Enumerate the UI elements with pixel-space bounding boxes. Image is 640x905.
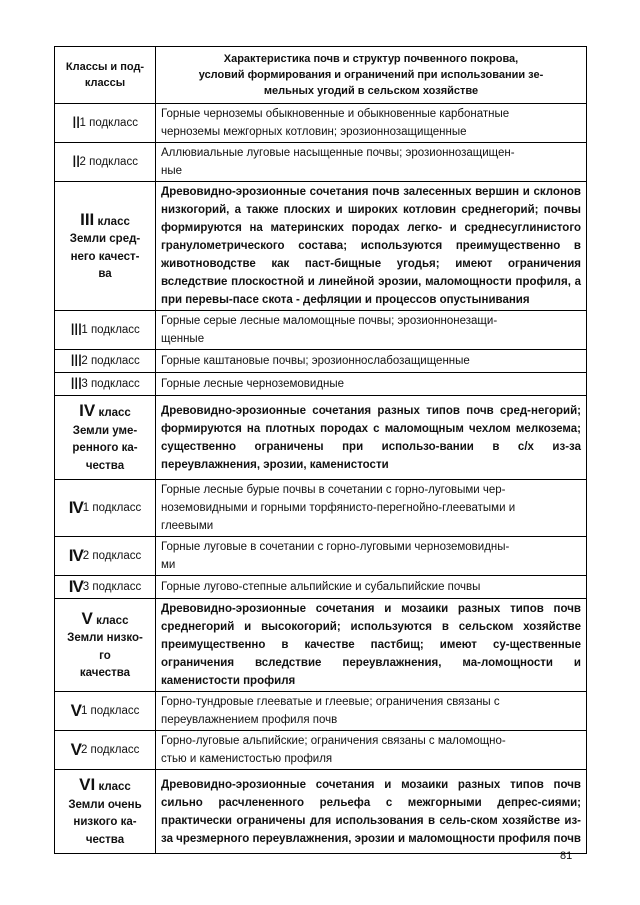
page-number: 81: [560, 850, 573, 862]
row-description: Горные лугово-степные альпийские и субальпийские почвы: [156, 576, 587, 599]
table-row: [55, 692, 587, 731]
header-characteristics: Характеристика почв и структур почвенного покрова, условий формирования и ограничений при использовании зе- мельных угодий в сельском хозяйстве: [156, 47, 587, 104]
subclass-cell: [55, 104, 156, 143]
table-row: [55, 480, 587, 537]
class-cell: [55, 396, 156, 480]
subclass-roman-numeral: III: [70, 374, 82, 393]
table-row: [55, 373, 587, 396]
subclass-cell: [55, 576, 156, 599]
class-name: Земли уме- ренного ка- чества: [72, 424, 138, 472]
subclass-cell: [55, 143, 156, 182]
row-description: Горно-тундровые глееватые и глеевые; ограничения связаны с переувлажнением профиля почв: [156, 692, 587, 731]
row-description: Горные серые лесные маломощные почвы; эрозионнонезащи- щенные: [156, 311, 587, 350]
subclass-label: 2 подкласс: [79, 156, 138, 168]
soil-class-table-container: [54, 46, 586, 854]
row-description: Древовидно-эрозионные сочетания и мозаики разных типов почв среднегорий и высокогорий; используются в сельском хозяйстве преимущественно в качестве пастбищ; имеют су-щественные ограничения вследствие переувлажнения, ма-ломощности и каменистости профиля: [156, 599, 587, 692]
table-row: [55, 396, 587, 480]
class-roman-numeral: V: [81, 608, 93, 628]
subclass-cell: [55, 373, 156, 396]
row-description: Древовидно-эрозионные сочетания и мозаики разных типов почв сильно расчлененного рельефа с межгорными депрес-сиями; практически ограничены для использования в сель-ском хозяйстве из-за чрезмерного переувлажнения, эрозии и маломощности профиля почв: [156, 770, 587, 854]
table-row: [55, 599, 587, 692]
subclass-cell: [55, 537, 156, 576]
table-row: [55, 731, 587, 770]
subclass-cell: [55, 311, 156, 350]
class-cell: [55, 770, 156, 854]
class-roman-numeral: VI: [79, 775, 96, 794]
subclass-roman-numeral: III: [70, 320, 82, 339]
class-name: Земли сред- него качест- ва: [69, 233, 141, 280]
subclass-roman-numeral: IV: [68, 546, 83, 565]
subclass-label: 2 подкласс: [82, 550, 142, 562]
class-cell: [55, 599, 156, 692]
row-description: Горные черноземы обыкновенные и обыкновенные карбонатные черноземы межгорных котловин; эрозионнозащищенные: [156, 104, 587, 143]
class-word: класс: [98, 781, 131, 793]
subclass-cell: [55, 350, 156, 373]
row-description: Горные каштановые почвы; эрозионнослабозащищенные: [156, 350, 587, 373]
subclass-label: 2 подкласс: [81, 355, 140, 367]
table-row: [55, 350, 587, 373]
subclass-cell: [55, 731, 156, 770]
subclass-roman-numeral: IV: [68, 577, 83, 596]
subclass-label: 1 подкласс: [80, 705, 140, 717]
subclass-roman-numeral: IV: [68, 498, 83, 517]
class-cell: [55, 182, 156, 311]
subclass-roman-numeral: II: [72, 113, 80, 132]
subclass-cell: [55, 692, 156, 731]
table-row: [55, 537, 587, 576]
subclass-cell: [55, 480, 156, 537]
row-description: Горные луговые в сочетании с горно-луговыми черноземовидны- ми: [156, 537, 587, 576]
table-row: [55, 104, 587, 143]
class-name: Земли очень низкого ка- чества: [68, 798, 142, 846]
header-classes: Классы и под- классы: [55, 47, 156, 104]
table-row: [55, 143, 587, 182]
subclass-label: 3 подкласс: [81, 378, 140, 390]
class-word: класс: [96, 614, 129, 627]
subclass-roman-numeral: II: [72, 152, 80, 171]
row-description: Древовидно-эрозионные сочетания разных типов почв сред-негорий; формируются на плотных породах с маломощным чехлом мелкозема; существенно ограничены при использо-вании в с/х из-за переувлажнения, эрозии, каменистости: [156, 396, 587, 480]
class-roman-numeral: III: [80, 209, 95, 229]
table-header-row: [55, 47, 587, 104]
subclass-label: 1 подкласс: [79, 117, 138, 129]
row-description: Горные лесные черноземовидные: [156, 373, 587, 396]
table-body: [55, 104, 587, 854]
subclass-roman-numeral: III: [70, 351, 82, 370]
class-word: класс: [98, 407, 131, 419]
class-word: класс: [97, 215, 130, 228]
soil-class-table: [54, 46, 587, 854]
row-description: Древовидно-эрозионные сочетания почв залесенных вершин и склонов низкогорий, а также плоских и широких котловин среднегорий; почвы формируются на материнских породах легко- и среднесуглинистого гранулометрического состава; используются преимущественно в животноводстве как паст-бищные угодья; имеют ограничения вследствие плоскостной и линейной эрозии, маломощности профиля, а при перевы-пасе скота - дефляции и процессов опустынивания: [156, 182, 587, 311]
table-row: [55, 576, 587, 599]
subclass-roman-numeral: V: [70, 701, 81, 720]
table-row: [55, 770, 587, 854]
row-description: Аллювиальные луговые насыщенные почвы; эрозионнозащищен- ные: [156, 143, 587, 182]
table-row: [55, 311, 587, 350]
subclass-roman-numeral: V: [70, 740, 81, 759]
class-roman-numeral: IV: [79, 401, 96, 420]
subclass-label: 3 подкласс: [82, 581, 142, 593]
row-description: Горно-луговые альпийские; ограничения связаны с маломощно- стью и каменистостью профиля: [156, 731, 587, 770]
class-name: Земли низко- го качества: [67, 632, 143, 679]
row-description: Горные лесные бурые почвы в сочетании с горно-луговыми чер- ноземовидными и горными торфянисто-перегнойно-глееватыми и глеевыми: [156, 480, 587, 537]
table-row: [55, 182, 587, 311]
subclass-label: 1 подкласс: [82, 502, 142, 514]
subclass-label: 1 подкласс: [81, 324, 140, 336]
subclass-label: 2 подкласс: [80, 744, 140, 756]
